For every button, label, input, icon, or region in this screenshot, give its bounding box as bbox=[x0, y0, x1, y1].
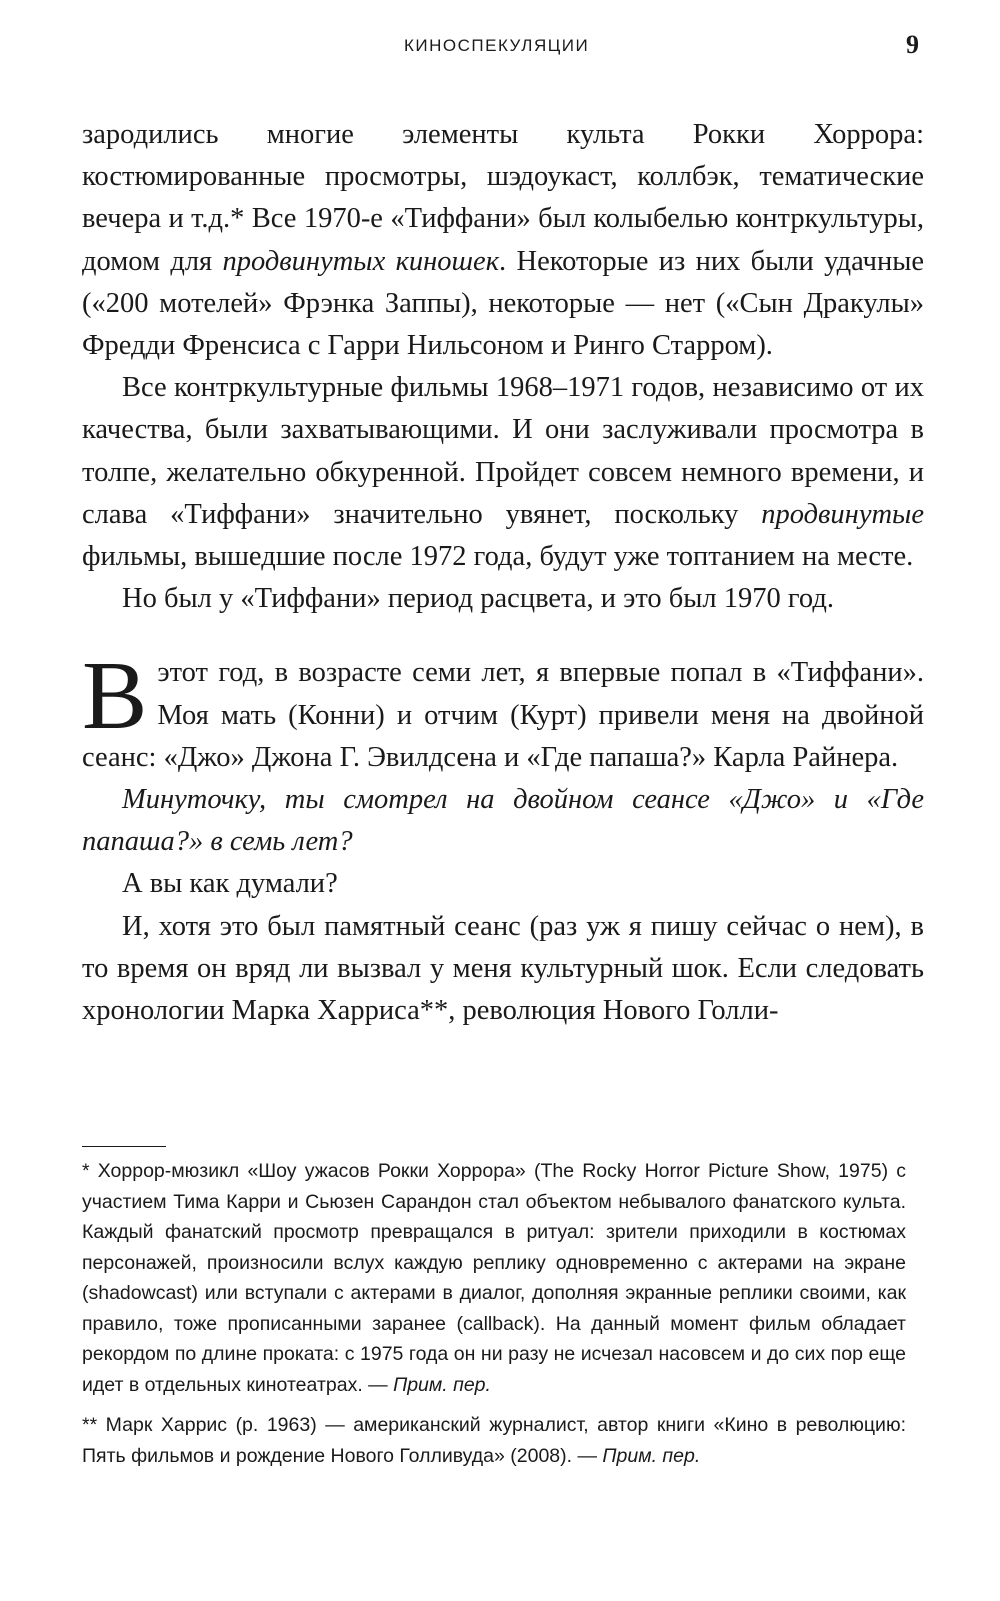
footnote-2-note: Прим. пер. bbox=[602, 1444, 701, 1467]
paragraph-1 bbox=[82, 114, 924, 367]
page-header bbox=[0, 30, 1000, 66]
paragraph-2-text-c: фильмы, вышедшие после 1972 года, будут уже топтанием на месте. bbox=[82, 541, 914, 573]
running-title: КИНОСПЕКУЛЯЦИИ bbox=[404, 36, 590, 55]
paragraph-6: А вы как думали? bbox=[122, 868, 338, 900]
page-number: 9 bbox=[906, 30, 919, 59]
footnote-separator bbox=[82, 1146, 166, 1147]
footnote-1 bbox=[82, 1156, 906, 1400]
paragraph-5-italic: Минуточку, ты смотрел на двойном сеансе «Джо» и «Где папаша?» в семь лет? bbox=[82, 784, 924, 858]
footnotes bbox=[82, 1156, 906, 1471]
paragraph-1-text-a: зародились многие элементы культа Рокки Хоррора: костюмированные просмотры, шэдоукаст, коллбэк, тематические вечера и т.д.* Все 1970-е «Тиффани» был колыбелью контркультуры, домом для bbox=[82, 119, 924, 277]
paragraph-7: И, хотя это был памятный сеанс (раз уж я пишу сейчас о нем), в то время он вряд ли вызвал у меня культурный шок. Если следовать хронологии Марка Харриса**, революция Нового Голли- bbox=[82, 910, 924, 1027]
footnote-1-note: Прим. пер. bbox=[393, 1373, 491, 1396]
paragraph-4-text: этот год, в возрасте семи лет, я впервые попал в «Тиффани». Моя мать (Конни) и отчим (Курт) привели меня на двойной сеанс: «Джо» Джона Г. Эвилдсена и «Где папаша?» Карла Райнера. bbox=[82, 657, 924, 773]
paragraph-5 bbox=[82, 779, 924, 863]
paragraph-1-text-c: . Некоторые из них были удачные («200 мотелей» Фрэнка Заппы), некоторые — нет («Сын Дракулы» Фредди Френсиса с Гарри Нильсоном и Ринго Старром). bbox=[82, 245, 924, 362]
footnote-2-text: ** Марк Харрис (р. 1963) — американский журналист, автор книги «Кино в революцию: Пять фильмов и рождение Нового Голливуда» (2008). — bbox=[82, 1414, 906, 1467]
paragraph-1-italic: продвинутых киношек bbox=[222, 245, 500, 277]
footnote-2 bbox=[82, 1410, 906, 1471]
drop-cap: В bbox=[82, 642, 148, 751]
footnote-1-text: * Хоррор-мюзикл «Шоу ужасов Рокки Хоррора» (The Rocky Horror Picture Show, 1975) с участием Тима Карри и Сьюзен Сарандон стал объектом небывалого фанатского культа. Каждый фанатский просмотр превращался в ритуал: зрители приходили в костюмах персонажей, произносили вслух каждую реплику одновременно с актерами на экране (shadowcast) или вступали с актерами в диалог, дополняя экранные реплики своими, как правило, тоже прописанными заранее (callback). На данный момент фильм обладает рекордом по длине проката: с 1975 года он ни разу не исчезал насовсем и до сих пор еще идет в отдельных кинотеатрах. — bbox=[82, 1160, 906, 1396]
paragraph-2 bbox=[82, 367, 924, 578]
body-text bbox=[82, 114, 924, 1032]
paragraph-4 bbox=[82, 642, 924, 779]
paragraph-2-text-a: Все контркультурные фильмы 1968–1971 годов, независимо от их качества, были захватывающими. И они заслуживали просмотра в толпе, желательно обкуренной. Пройдет совсем немного времени, и слава «Тиффани» значительно увянет, поскольку bbox=[82, 372, 924, 530]
paragraph-3: Но был у «Тиффани» период расцвета, и это был 1970 год. bbox=[122, 583, 834, 615]
paragraph-2-italic: продвинутые bbox=[761, 498, 924, 530]
